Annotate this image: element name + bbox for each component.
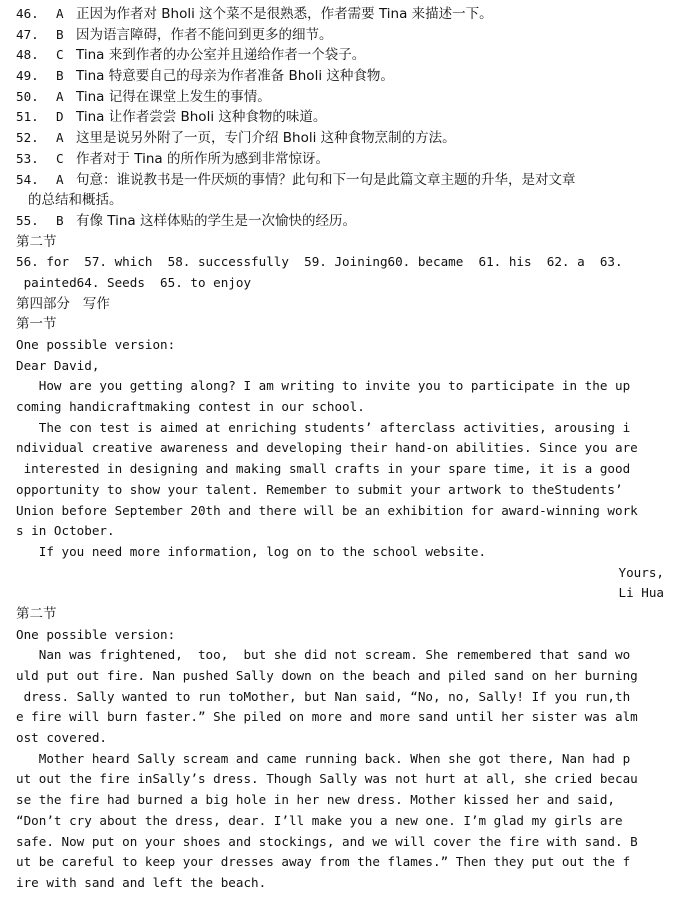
essay-line: ost covered. bbox=[16, 730, 107, 746]
cloze-answers-line-2: painted64. Seeds 65. to enjoy bbox=[16, 274, 252, 290]
essay-line: How are you getting along? I am writing to invite you to participate in the up bbox=[16, 378, 631, 394]
essay2-intro: One possible version: bbox=[16, 626, 176, 642]
part4-section1-heading: 第一节 bbox=[16, 316, 57, 333]
answer-letter: A bbox=[56, 171, 64, 187]
answer-letter: A bbox=[56, 6, 64, 21]
answer-line bbox=[16, 107, 676, 128]
essay1-greeting: Dear David, bbox=[16, 357, 100, 373]
question-number: 52. bbox=[16, 130, 39, 146]
answer-letter: C bbox=[56, 150, 64, 166]
question-number: 50. bbox=[16, 88, 39, 104]
answer-letter: B bbox=[56, 68, 64, 84]
essay-line: ut out the fire inSally’s dress. Though Sally was not hurt at all, she cried becau bbox=[16, 771, 638, 787]
question-number: 46. bbox=[16, 6, 39, 21]
answer-explanation: 句意：谁说教书是一件厌烦的事情？此句和下一句是此篇文章主题的升华，是对文章 bbox=[76, 171, 576, 188]
answer-explanation: 因为语言障碍，作者不能问到更多的细节。 bbox=[76, 26, 333, 43]
question-number: 55. bbox=[16, 212, 39, 228]
answer-line bbox=[16, 25, 676, 46]
essay-line: ut be careful to keep your dresses away from the flames.” Then they put out the f bbox=[16, 854, 631, 870]
question-number: 49. bbox=[16, 68, 39, 84]
essay-line: Mother heard Sally scream and came running back. When she got there, Nan had p bbox=[16, 750, 631, 766]
answer-explanation: Tina 记得在课堂上发生的事情。 bbox=[76, 88, 271, 105]
essay-line: safe. Now put on your shoes and stockings, and we will cover the fire with sand. B bbox=[16, 833, 638, 849]
section-heading-2: 第二节 bbox=[16, 233, 57, 250]
answer-letter: B bbox=[56, 26, 64, 42]
answer-letter: A bbox=[56, 130, 64, 146]
part4-section2-heading: 第二节 bbox=[16, 605, 57, 622]
answer-line bbox=[16, 66, 676, 87]
question-number: 48. bbox=[16, 47, 39, 63]
answer-line bbox=[16, 45, 676, 66]
essay-line: dress. Sally wanted to run toMother, but Nan said, “No, no, Sally! If you run,th bbox=[16, 688, 631, 704]
answer-explanation-continued: 的总结和概括。 bbox=[28, 192, 123, 209]
essay-line: s in October. bbox=[16, 523, 115, 539]
essay1-body bbox=[16, 376, 676, 562]
cloze-answers-line-1: 56. for 57. which 58. successfully 59. Joining60. became 61. his 62. a 63. bbox=[16, 254, 623, 270]
answer-letter: C bbox=[56, 47, 64, 63]
essay-line: coming handicraftmaking contest in our school. bbox=[16, 399, 365, 415]
essay-line: uld put out fire. Nan pushed Sally down on the beach and piled sand on her burning bbox=[16, 668, 638, 683]
answer-line bbox=[16, 128, 676, 149]
answer-explanation: 有像 Tina 这样体贴的学生是一次愉快的经历。 bbox=[76, 212, 356, 229]
essay1-intro: One possible version: bbox=[16, 337, 176, 352]
essay-line: ire with sand and left the beach. bbox=[16, 874, 267, 890]
question-number: 51. bbox=[16, 109, 39, 125]
answer-letter: B bbox=[56, 212, 64, 228]
answer-explanation: 这里是说另外附了一页，专门介绍 Bholi 这种食物烹制的方法。 bbox=[76, 130, 456, 147]
essay-line: Union before September 20th and there will be an exhibition for award-winning work bbox=[16, 502, 638, 518]
answer-line bbox=[16, 4, 676, 25]
answer-letter: A bbox=[56, 88, 64, 104]
answer-explanation: 作者对于 Tina 的所作所为感到非常惊讶。 bbox=[76, 150, 329, 167]
answer-explanation: 正因为作者对 Bholi 这个菜不是很熟悉，作者需要 Tina 来描述一下。 bbox=[76, 6, 493, 22]
essay-line: se the fire had burned a big hole in her new dress. Mother kissed her and said, bbox=[16, 792, 615, 808]
answer-line bbox=[16, 87, 676, 108]
question-number: 54. bbox=[16, 171, 39, 187]
answer-explanation: Tina 特意要自己的母亲为作者准备 Bholi 这种食物。 bbox=[76, 68, 394, 85]
answer-line bbox=[16, 149, 676, 170]
answer-explanation: Tina 让作者尝尝 Bholi 这种食物的味道。 bbox=[76, 109, 327, 126]
essay-line: e fire will burn faster.” She piled on more and more sand until her sister was alm bbox=[16, 709, 638, 725]
answer-letter: D bbox=[56, 109, 64, 125]
essay-line: Nan was frightened, too, but she did not scream. She remembered that sand wo bbox=[16, 647, 631, 663]
essay1-signature: Li Hua bbox=[618, 585, 664, 601]
essay-line: opportunity to show your talent. Remember to submit your artwork to theStudents’ bbox=[16, 481, 623, 497]
question-number: 53. bbox=[16, 150, 39, 166]
answer-explanations bbox=[16, 4, 676, 232]
essay-line: If you need more information, log on to the school website. bbox=[16, 543, 487, 559]
essay2-body bbox=[16, 645, 676, 893]
essay1-closing: Yours, bbox=[618, 564, 664, 580]
question-number: 47. bbox=[16, 26, 39, 42]
answer-explanation: Tina 来到作者的办公室并且递给作者一个袋子。 bbox=[76, 47, 366, 64]
essay-line: interested in designing and making small crafts in your spare time, it is a good bbox=[16, 461, 631, 477]
part4-heading: 第四部分 写作 bbox=[16, 295, 110, 312]
answer-line bbox=[16, 211, 676, 232]
essay-line: The con test is aimed at enriching students’ afterclass activities, arousing i bbox=[16, 419, 631, 435]
answer-line bbox=[16, 170, 676, 191]
essay-line: ndividual creative awareness and developing their hand-on abilities. Since you are bbox=[16, 440, 638, 456]
essay-line: “Don’t cry about the dress, dear. I’ll make you a new one. I’m glad my girls are bbox=[16, 812, 623, 828]
